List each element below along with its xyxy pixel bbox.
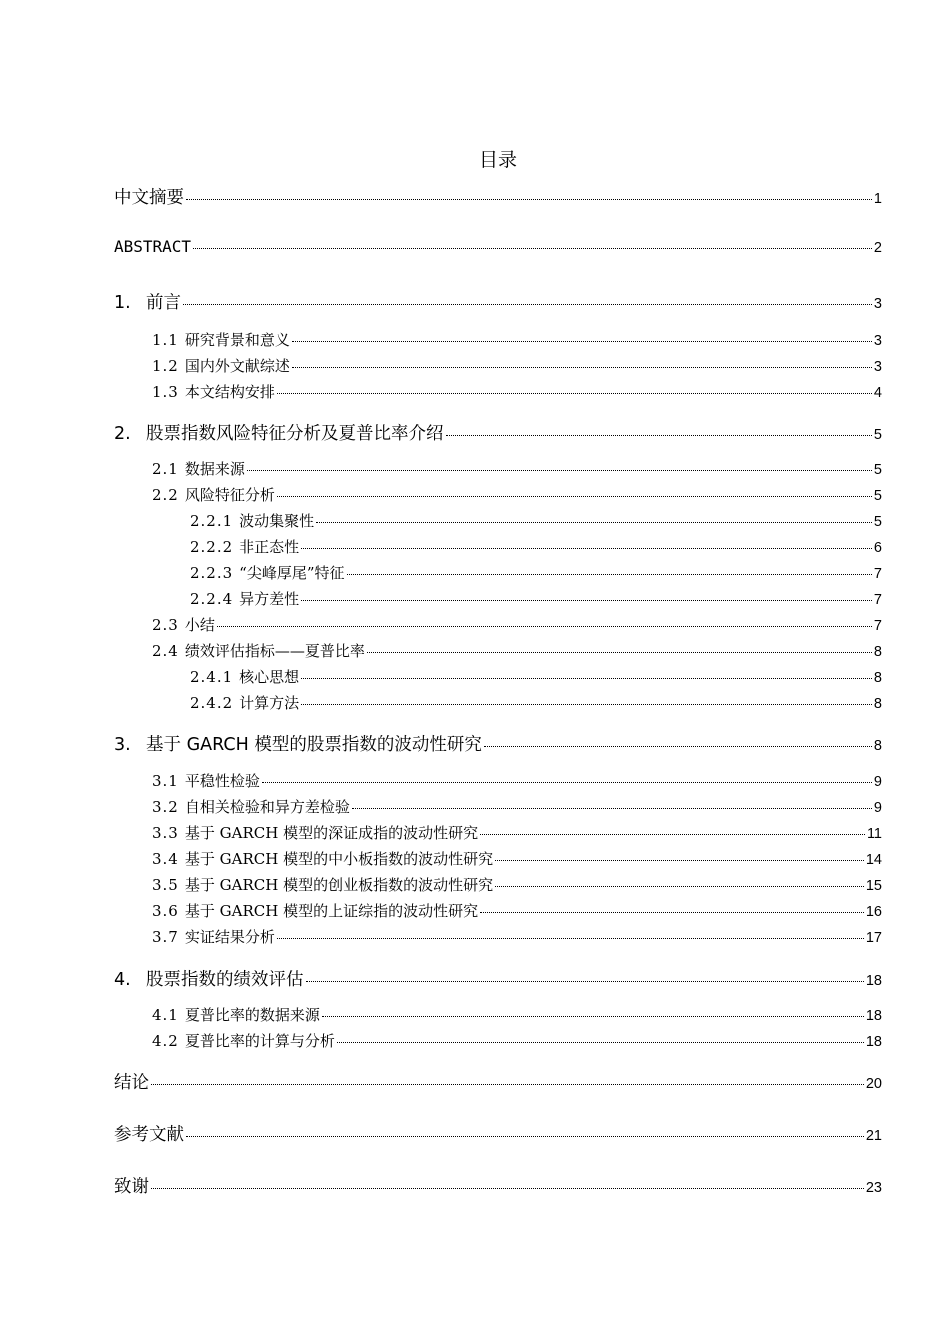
toc-entry-text: 非正态性 [239,538,300,556]
toc-entry-3-2[interactable] [152,796,882,817]
toc-page-number: 7 [873,566,882,582]
toc-entry-2-1[interactable] [152,458,882,479]
toc-entry-number: 1.2 [152,357,179,375]
toc-entry-text: 基于 GARCH 模型的上证综指的波动性研究 [184,902,479,920]
toc-entry-2-2[interactable] [152,484,882,505]
toc-entry-number: 2.4 [152,642,179,660]
toc-entry-number: 1.3 [152,383,179,401]
toc-page-number: 3 [873,333,882,349]
toc-entry-text: 股票指数风险特征分析及夏普比率介绍 [146,424,444,444]
toc-page-number: 18 [865,1034,882,1050]
toc-page-number: 3 [873,359,882,375]
toc-entry-text: 夏普比率的数据来源 [184,1006,320,1024]
dot-leader [301,704,872,705]
toc-entry-1-1[interactable] [152,329,882,350]
toc-entry-4-2[interactable] [152,1030,882,1051]
toc-entry-number: 1.1 [152,331,179,349]
toc-page-number: 23 [865,1180,882,1196]
toc-entry-2-2-1[interactable] [190,510,882,531]
toc-entry-chapter-1[interactable] [114,289,882,314]
toc-entry-3-5[interactable] [152,874,882,895]
dot-leader [217,626,872,627]
toc-entry-text: 国内外文献综述 [184,357,290,375]
toc-page-number: 2 [873,240,882,256]
toc-entry-number: 1. [114,293,131,313]
toc-entry-2-4-2[interactable] [190,692,882,713]
toc-entry-number: 2. [114,424,131,444]
toc-entry-text: 风险特征分析 [184,486,275,504]
toc-entry-text: 致谢 [114,1177,149,1197]
toc-entry-text: 核心思想 [239,668,300,686]
toc-entry-text: 异方差性 [239,590,300,608]
dot-leader [352,808,872,809]
toc-entry-text: 自相关检验和异方差检验 [184,798,350,816]
dot-leader [495,860,864,861]
toc-entry-text: 计算方法 [239,694,300,712]
toc-page-number: 11 [866,826,882,842]
toc-entry-1-2[interactable] [152,355,882,376]
dot-leader [292,341,872,342]
toc-page-number: 4 [873,385,882,401]
toc-entry-conclusion[interactable] [114,1069,882,1094]
dot-leader [316,522,872,523]
toc-entry-number: 2.2.4 [190,590,234,608]
dot-leader [277,393,872,394]
dot-leader [301,600,872,601]
toc-entry-number: 4.2 [152,1032,179,1050]
toc-entry-number: 2.2.2 [190,538,234,556]
toc-entry-text: 基于 GARCH 模型的创业板指数的波动性研究 [184,876,494,894]
toc-entry-text: 实证结果分析 [184,928,275,946]
toc-entry-text: 前言 [146,293,181,313]
dot-leader [151,1188,864,1189]
toc-entry-number: 2.1 [152,460,179,478]
toc-page-number: 5 [873,427,882,443]
dot-leader [484,746,872,747]
toc-page-number: 21 [865,1128,882,1144]
toc-entry-number: 3.2 [152,798,179,816]
dot-leader [186,199,872,200]
toc-page-number: 3 [873,296,882,312]
toc-entry-2-2-4[interactable] [190,588,882,609]
toc-entry-2-2-2[interactable] [190,536,882,557]
toc-entry-number: 2.4.2 [190,694,234,712]
toc-page-number: 1 [873,191,882,207]
toc-entry-number: 2.2.3 [190,564,234,582]
toc-page-number: 8 [873,644,882,660]
dot-leader [277,938,864,939]
toc-entry-text: 小结 [184,616,215,634]
toc-page-number: 9 [873,774,882,790]
toc-entry-chapter-2[interactable] [114,420,882,445]
dot-leader [292,367,872,368]
toc-entry-number: 3.6 [152,902,179,920]
toc-page-number: 15 [865,878,882,894]
toc-entry-text: 股票指数的绩效评估 [146,970,304,990]
toc-entry-chapter-3[interactable] [114,731,882,756]
dot-leader [186,1136,864,1137]
toc-entry-number: 2.2.1 [190,512,234,530]
toc-page-number: 7 [873,592,882,608]
dot-leader [301,678,872,679]
toc-title: 目录 [478,149,517,171]
dot-leader [322,1016,864,1017]
toc-page-number: 18 [865,973,882,989]
dot-leader [151,1084,864,1085]
dot-leader [277,496,872,497]
toc-page-number: 8 [873,670,882,686]
toc-page-number: 6 [873,540,882,556]
toc-entry-text: 夏普比率的计算与分析 [184,1032,335,1050]
toc-entry-chinese-abstract[interactable] [114,184,882,209]
toc-entry-2-4-1[interactable] [190,666,882,687]
toc-entry-references[interactable] [114,1121,882,1146]
dot-leader [337,1042,864,1043]
toc-entry-2-2-3[interactable] [190,562,882,583]
dot-leader [262,782,872,783]
toc-entry-number: 2.4.1 [190,668,234,686]
toc-page-number: 5 [873,462,882,478]
toc-page-number: 8 [873,738,882,754]
dot-leader [367,652,872,653]
toc-entry-text: 本文结构安排 [184,383,275,401]
toc-entry-chapter-4[interactable] [114,966,882,991]
toc-entry-text: 绩效评估指标——夏普比率 [184,642,365,660]
toc-entry-number: 4.1 [152,1006,179,1024]
toc-entry-3-6[interactable] [152,900,882,921]
dot-leader [480,912,864,913]
dot-leader [193,248,872,249]
toc-entry-text: ABSTRACT [114,237,192,256]
toc-entry-number: 3.4 [152,850,179,868]
toc-entry-2-4[interactable] [152,640,882,661]
toc-page-number: 18 [865,1008,882,1024]
toc-entry-number: 3.5 [152,876,179,894]
toc-entry-text: 数据来源 [184,460,245,478]
toc-page-number: 14 [865,852,882,868]
toc-page-number: 16 [865,904,882,920]
toc-entry-text: “尖峰厚尾”特征 [239,564,345,582]
dot-leader [480,834,865,835]
toc-entry-3-7[interactable] [152,926,882,947]
toc-entry-1-3[interactable] [152,381,882,402]
toc-entry-number: 3. [114,735,131,755]
toc-page-number: 5 [873,514,882,530]
dot-leader [306,981,864,982]
toc-entry-text: 结论 [114,1073,149,1093]
toc-entry-number: 3.7 [152,928,179,946]
toc-entry-number: 2.3 [152,616,179,634]
toc-entry-text: 研究背景和意义 [184,331,290,349]
toc-entry-3-3[interactable] [152,822,882,843]
dot-leader [495,886,864,887]
toc-entry-number: 2.2 [152,486,179,504]
toc-entry-text: 基于 GARCH 模型的中小板指数的波动性研究 [184,850,494,868]
dot-leader [446,435,872,436]
toc-entry-3-4[interactable] [152,848,882,869]
toc-entry-2-3[interactable] [152,614,882,635]
toc-page-number: 9 [873,800,882,816]
dot-leader [183,304,872,305]
toc-page-number: 7 [873,618,882,634]
dot-leader [347,574,872,575]
toc-entry-text: 平稳性检验 [184,772,260,790]
toc-entry-abstract[interactable] [114,237,882,256]
dot-leader [247,470,872,471]
toc-entry-4-1[interactable] [152,1004,882,1025]
toc-entry-number: 3.1 [152,772,179,790]
toc-entry-acknowledgements[interactable] [114,1173,882,1198]
toc-entry-text: 波动集聚性 [239,512,315,530]
toc-page-number: 5 [873,488,882,504]
toc-entry-text: 基于 GARCH 模型的深证成指的波动性研究 [184,824,479,842]
toc-page-number: 17 [865,930,882,946]
toc-entry-number: 3.3 [152,824,179,842]
toc-page-number: 20 [865,1076,882,1092]
toc-entry-3-1[interactable] [152,770,882,791]
toc-entry-text: 参考文献 [114,1125,184,1145]
toc-page-number: 8 [873,696,882,712]
toc-entry-text: 中文摘要 [114,188,184,208]
toc-entry-text: 基于 GARCH 模型的股票指数的波动性研究 [146,735,482,755]
dot-leader [301,548,872,549]
toc-entry-number: 4. [114,970,131,990]
